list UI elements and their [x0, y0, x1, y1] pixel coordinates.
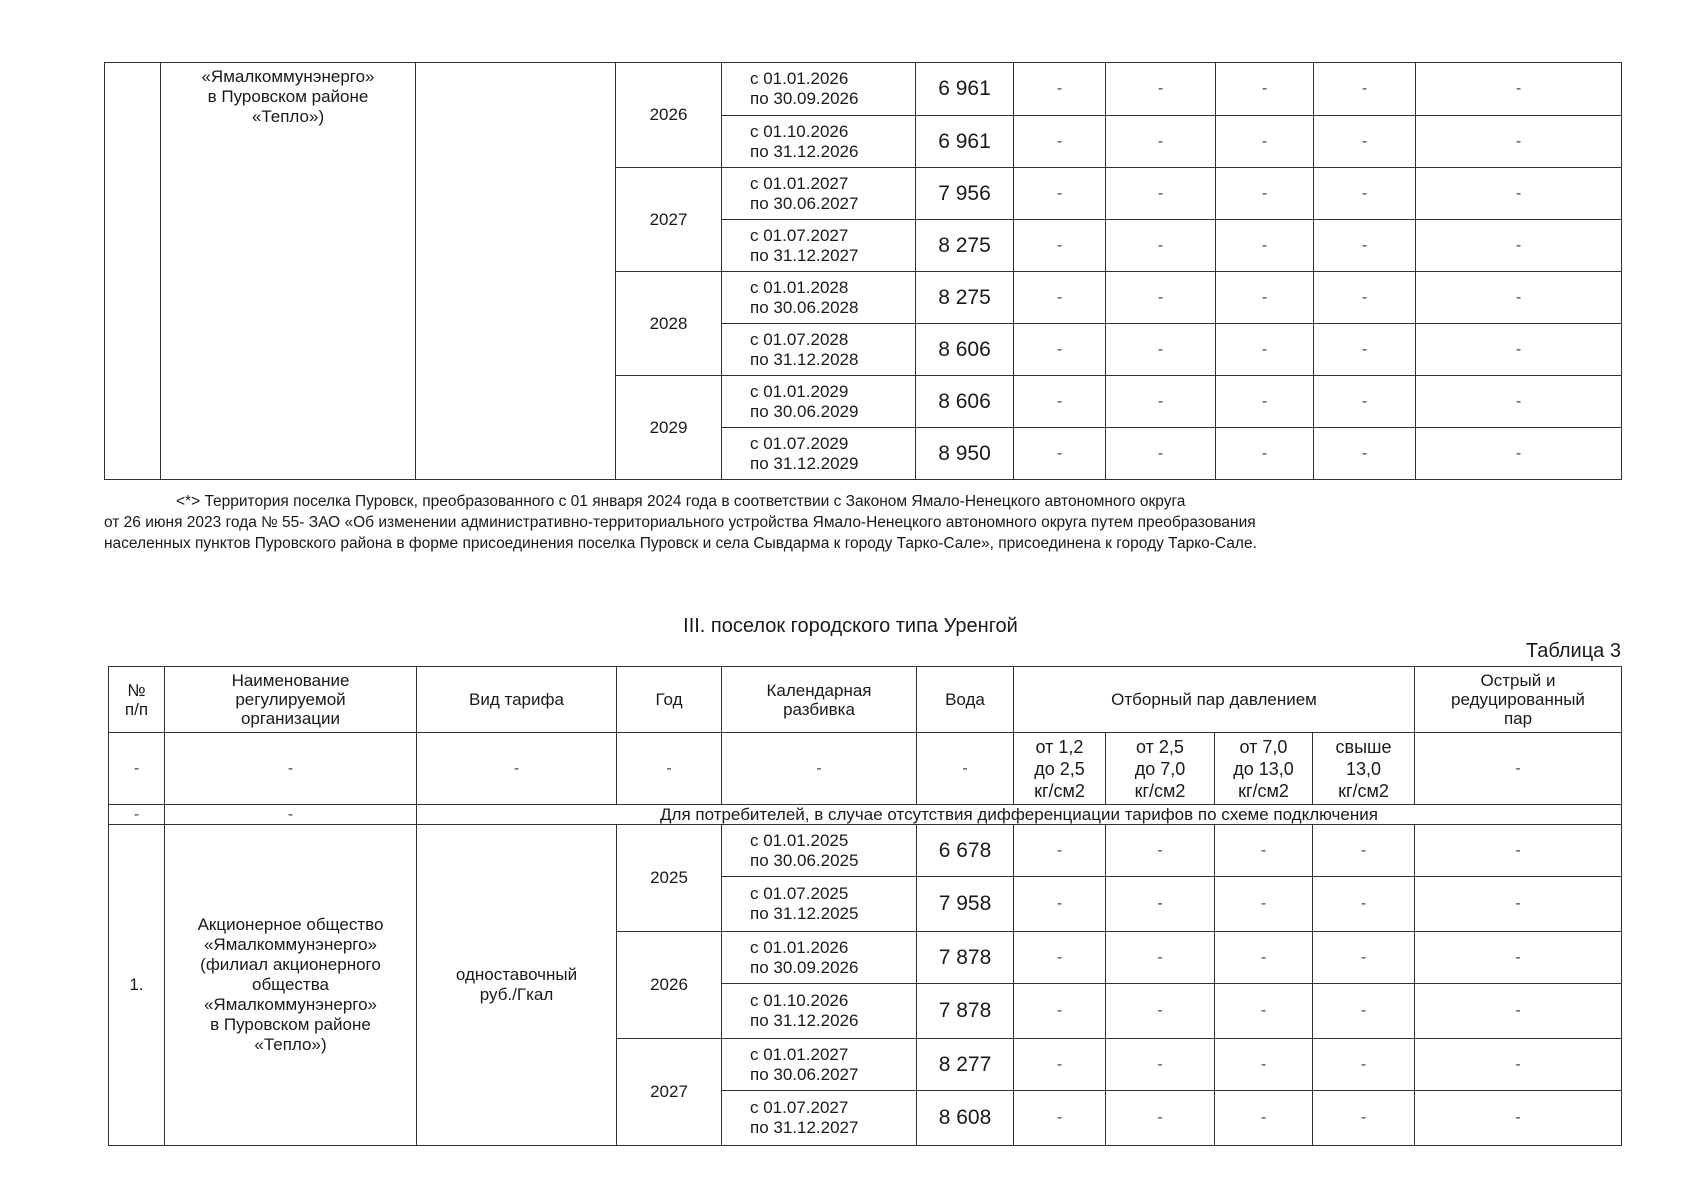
- calendar-period: [722, 220, 916, 272]
- header-org: Наименование регулируемой организации: [165, 667, 417, 733]
- period-start: с 01.07.2029: [750, 433, 849, 453]
- steam-value: -: [1215, 1091, 1313, 1146]
- header-water: Вода: [917, 667, 1014, 733]
- header-year: Год: [617, 667, 722, 733]
- period-end: по 31.12.2025: [750, 904, 859, 923]
- calendar-period: [722, 1091, 917, 1146]
- water-value: 6 961: [916, 116, 1014, 168]
- water-value: 6 678: [917, 825, 1014, 877]
- calendar-period: [722, 1039, 917, 1091]
- header-sharp: Острый и редуцированный пар: [1415, 667, 1622, 733]
- steam-value: -: [1106, 376, 1216, 428]
- period-end: по 30.06.2027: [750, 193, 859, 213]
- section-title: III. поселок городского типа Уренгой: [683, 615, 1018, 637]
- steam-value: -: [1416, 324, 1622, 376]
- tariff-table-continued: [104, 62, 1622, 480]
- steam-value: -: [1014, 376, 1106, 428]
- steam-value: -: [1014, 877, 1106, 932]
- table-label: Таблица 3: [1525, 640, 1621, 662]
- footnote-line-3: населенных пунктов Пуровского района в форме присоединения поселка Пуровск и села Сывдарма к городу Тарко-Сале», присоединена к городу Тарко-Сале.: [104, 535, 1257, 552]
- period-start: с 01.10.2026: [750, 121, 849, 141]
- period-start: с 01.07.2028: [750, 329, 849, 349]
- calendar-period: [722, 324, 916, 376]
- tariff-table-3: [108, 666, 1622, 1146]
- calendar-period: [722, 428, 916, 480]
- year: 2027: [617, 1039, 722, 1146]
- steam-value: -: [1313, 825, 1415, 877]
- steam-value: -: [1106, 63, 1216, 116]
- period-start: с 01.01.2029: [750, 381, 849, 401]
- subheader-org: -: [165, 733, 417, 805]
- steam-value: -: [1106, 168, 1216, 220]
- period-start: с 01.01.2026: [750, 69, 849, 88]
- period-end: по 30.06.2028: [750, 297, 859, 317]
- water-value: 7 878: [917, 984, 1014, 1039]
- water-value: 7 958: [917, 877, 1014, 932]
- steam-value: -: [1215, 1039, 1313, 1091]
- steam-value: -: [1014, 984, 1106, 1039]
- water-value: 7 878: [917, 932, 1014, 984]
- calendar-period: [722, 116, 916, 168]
- steam-value: -: [1014, 932, 1106, 984]
- steam-value: -: [1416, 168, 1622, 220]
- steam-value: -: [1014, 825, 1106, 877]
- subheader-pressure-4: свыше 13,0 кг/см2: [1313, 733, 1415, 805]
- steam-value: -: [1106, 428, 1216, 480]
- year: 2029: [616, 376, 722, 480]
- steam-value: -: [1216, 428, 1314, 480]
- period-end: по 31.12.2027: [750, 1118, 859, 1137]
- steam-value: -: [1313, 1039, 1415, 1091]
- steam-value: -: [1014, 168, 1106, 220]
- steam-value: -: [1314, 116, 1416, 168]
- steam-value: -: [1014, 63, 1106, 116]
- subheader-num: -: [109, 733, 165, 805]
- tariff-type: [416, 63, 616, 480]
- steam-value: -: [1014, 1039, 1106, 1091]
- steam-value: -: [1313, 984, 1415, 1039]
- steam-value: -: [1216, 168, 1314, 220]
- steam-value: -: [1415, 932, 1622, 984]
- calendar-period: [722, 376, 916, 428]
- water-value: 7 956: [916, 168, 1014, 220]
- period-start: с 01.07.2027: [750, 225, 849, 245]
- steam-value: -: [1216, 116, 1314, 168]
- steam-value: -: [1313, 877, 1415, 932]
- steam-value: -: [1014, 220, 1106, 272]
- year: 2026: [617, 932, 722, 1039]
- calendar-period: [722, 932, 917, 984]
- steam-value: -: [1314, 220, 1416, 272]
- subheader-tariff: -: [417, 733, 617, 805]
- header-num: № п/п: [109, 667, 165, 733]
- steam-value: -: [1106, 1039, 1215, 1091]
- steam-value: -: [1314, 272, 1416, 324]
- group-row: [109, 805, 1622, 825]
- org-name: Акционерное общество «Ямалкоммунэнерго» (филиал акционерного общества «Ямалкоммунэнерго» в Пуровском районе «Тепло»): [165, 825, 417, 1146]
- steam-value: -: [1416, 376, 1622, 428]
- steam-value: -: [1106, 116, 1216, 168]
- steam-value: -: [1216, 220, 1314, 272]
- year: 2026: [616, 63, 722, 168]
- water-value: 8 275: [916, 220, 1014, 272]
- header-tariff: Вид тарифа: [417, 667, 617, 733]
- steam-value: -: [1416, 63, 1622, 116]
- subheader-row: [109, 733, 1622, 805]
- period-end: по 31.12.2026: [750, 141, 859, 161]
- period-end: по 31.12.2028: [750, 349, 859, 369]
- steam-value: -: [1216, 63, 1314, 116]
- steam-value: -: [1314, 428, 1416, 480]
- steam-value: -: [1415, 877, 1622, 932]
- water-value: 8 950: [916, 428, 1014, 480]
- period-end: по 31.12.2026: [750, 1011, 859, 1030]
- period-end: по 30.06.2027: [750, 1064, 859, 1084]
- year: 2028: [616, 272, 722, 376]
- steam-value: -: [1216, 324, 1314, 376]
- steam-value: -: [1416, 220, 1622, 272]
- steam-value: -: [1314, 168, 1416, 220]
- row-num: [105, 63, 161, 480]
- steam-value: -: [1106, 1091, 1215, 1146]
- subheader-year: -: [617, 733, 722, 805]
- row-num: 1.: [109, 825, 165, 1146]
- steam-value: -: [1215, 932, 1313, 984]
- calendar-period: [722, 168, 916, 220]
- period-end: по 30.06.2029: [750, 401, 859, 421]
- steam-value: -: [1415, 984, 1622, 1039]
- steam-value: -: [1014, 1091, 1106, 1146]
- period-end: по 30.09.2026: [750, 957, 859, 977]
- period-start: с 01.07.2027: [750, 1098, 849, 1117]
- footnote-line-1: <*> Территория поселка Пуровск, преобразованного с 01 января 2024 года в соответствии с Законом Ямало-Ненецкого автономного округа: [176, 493, 1186, 510]
- steam-value: -: [1106, 272, 1216, 324]
- period-end: по 31.12.2029: [750, 453, 859, 473]
- steam-value: -: [1106, 877, 1215, 932]
- period-start: с 01.01.2027: [750, 1044, 849, 1064]
- steam-value: -: [1416, 428, 1622, 480]
- subheader-sharp: -: [1415, 733, 1622, 805]
- steam-value: -: [1216, 376, 1314, 428]
- steam-value: -: [1106, 825, 1215, 877]
- footnote-line-2: от 26 июня 2023 года № 55- ЗАО «Об изменении административно-территориального устройства Ямало-Ненецкого автономного округа путем преобразования: [104, 514, 1256, 531]
- year: 2025: [617, 825, 722, 932]
- period-start: с 01.10.2026: [750, 991, 849, 1010]
- tariff-type: одноставочный руб./Гкал: [417, 825, 617, 1146]
- steam-value: -: [1014, 324, 1106, 376]
- steam-value: -: [1415, 825, 1622, 877]
- steam-value: -: [1314, 63, 1416, 116]
- calendar-period: [722, 63, 916, 116]
- steam-value: -: [1106, 932, 1215, 984]
- steam-value: -: [1415, 1039, 1622, 1091]
- calendar-period: [722, 272, 916, 324]
- steam-value: -: [1416, 272, 1622, 324]
- steam-value: -: [1106, 220, 1216, 272]
- period-start: с 01.01.2026: [750, 937, 849, 957]
- period-start: с 01.01.2028: [750, 277, 849, 297]
- subheader-water: -: [917, 733, 1014, 805]
- water-value: 8 606: [916, 324, 1014, 376]
- period-start: с 01.01.2027: [750, 173, 849, 193]
- group-org: -: [165, 805, 417, 825]
- header-steam: Отборный пар давлением: [1014, 667, 1415, 733]
- steam-value: -: [1314, 376, 1416, 428]
- header-calendar: Календарная разбивка: [722, 667, 917, 733]
- steam-value: -: [1014, 116, 1106, 168]
- footnote: [104, 491, 1620, 554]
- steam-value: -: [1216, 272, 1314, 324]
- subheader-pressure-3: от 7,0 до 13,0 кг/см2: [1215, 733, 1313, 805]
- steam-value: -: [1313, 1091, 1415, 1146]
- water-value: 8 608: [917, 1091, 1014, 1146]
- steam-value: -: [1215, 825, 1313, 877]
- water-value: 6 961: [916, 63, 1014, 116]
- steam-value: -: [1314, 324, 1416, 376]
- calendar-period: [722, 984, 917, 1039]
- steam-value: -: [1415, 1091, 1622, 1146]
- steam-value: -: [1215, 984, 1313, 1039]
- steam-value: -: [1014, 272, 1106, 324]
- header-row: [109, 667, 1622, 733]
- steam-value: -: [1313, 932, 1415, 984]
- group-label: Для потребителей, в случае отсутствия дифференциации тарифов по схеме подключения: [417, 805, 1622, 825]
- period-end: по 30.09.2026: [750, 89, 859, 108]
- water-value: 8 275: [916, 272, 1014, 324]
- water-value: 8 606: [916, 376, 1014, 428]
- table-row: [109, 825, 1622, 877]
- steam-value: -: [1215, 877, 1313, 932]
- year: 2027: [616, 168, 722, 272]
- steam-value: -: [1106, 984, 1215, 1039]
- table-row: [105, 63, 1622, 116]
- steam-value: -: [1106, 324, 1216, 376]
- calendar-period: [722, 825, 917, 877]
- period-end: по 31.12.2027: [750, 245, 859, 265]
- period-start: с 01.01.2025: [750, 830, 849, 850]
- org-name: «Ямалкоммунэнерго» в Пуровском районе «Тепло»): [161, 63, 416, 480]
- subheader-pressure-1: от 1,2 до 2,5 кг/см2: [1014, 733, 1106, 805]
- group-num: -: [109, 805, 165, 825]
- steam-value: -: [1014, 428, 1106, 480]
- subheader-calendar: -: [722, 733, 917, 805]
- steam-value: -: [1416, 116, 1622, 168]
- period-end: по 30.06.2025: [750, 850, 859, 870]
- calendar-period: [722, 877, 917, 932]
- subheader-pressure-2: от 2,5 до 7,0 кг/см2: [1106, 733, 1215, 805]
- period-start: с 01.07.2025: [750, 884, 849, 903]
- water-value: 8 277: [917, 1039, 1014, 1091]
